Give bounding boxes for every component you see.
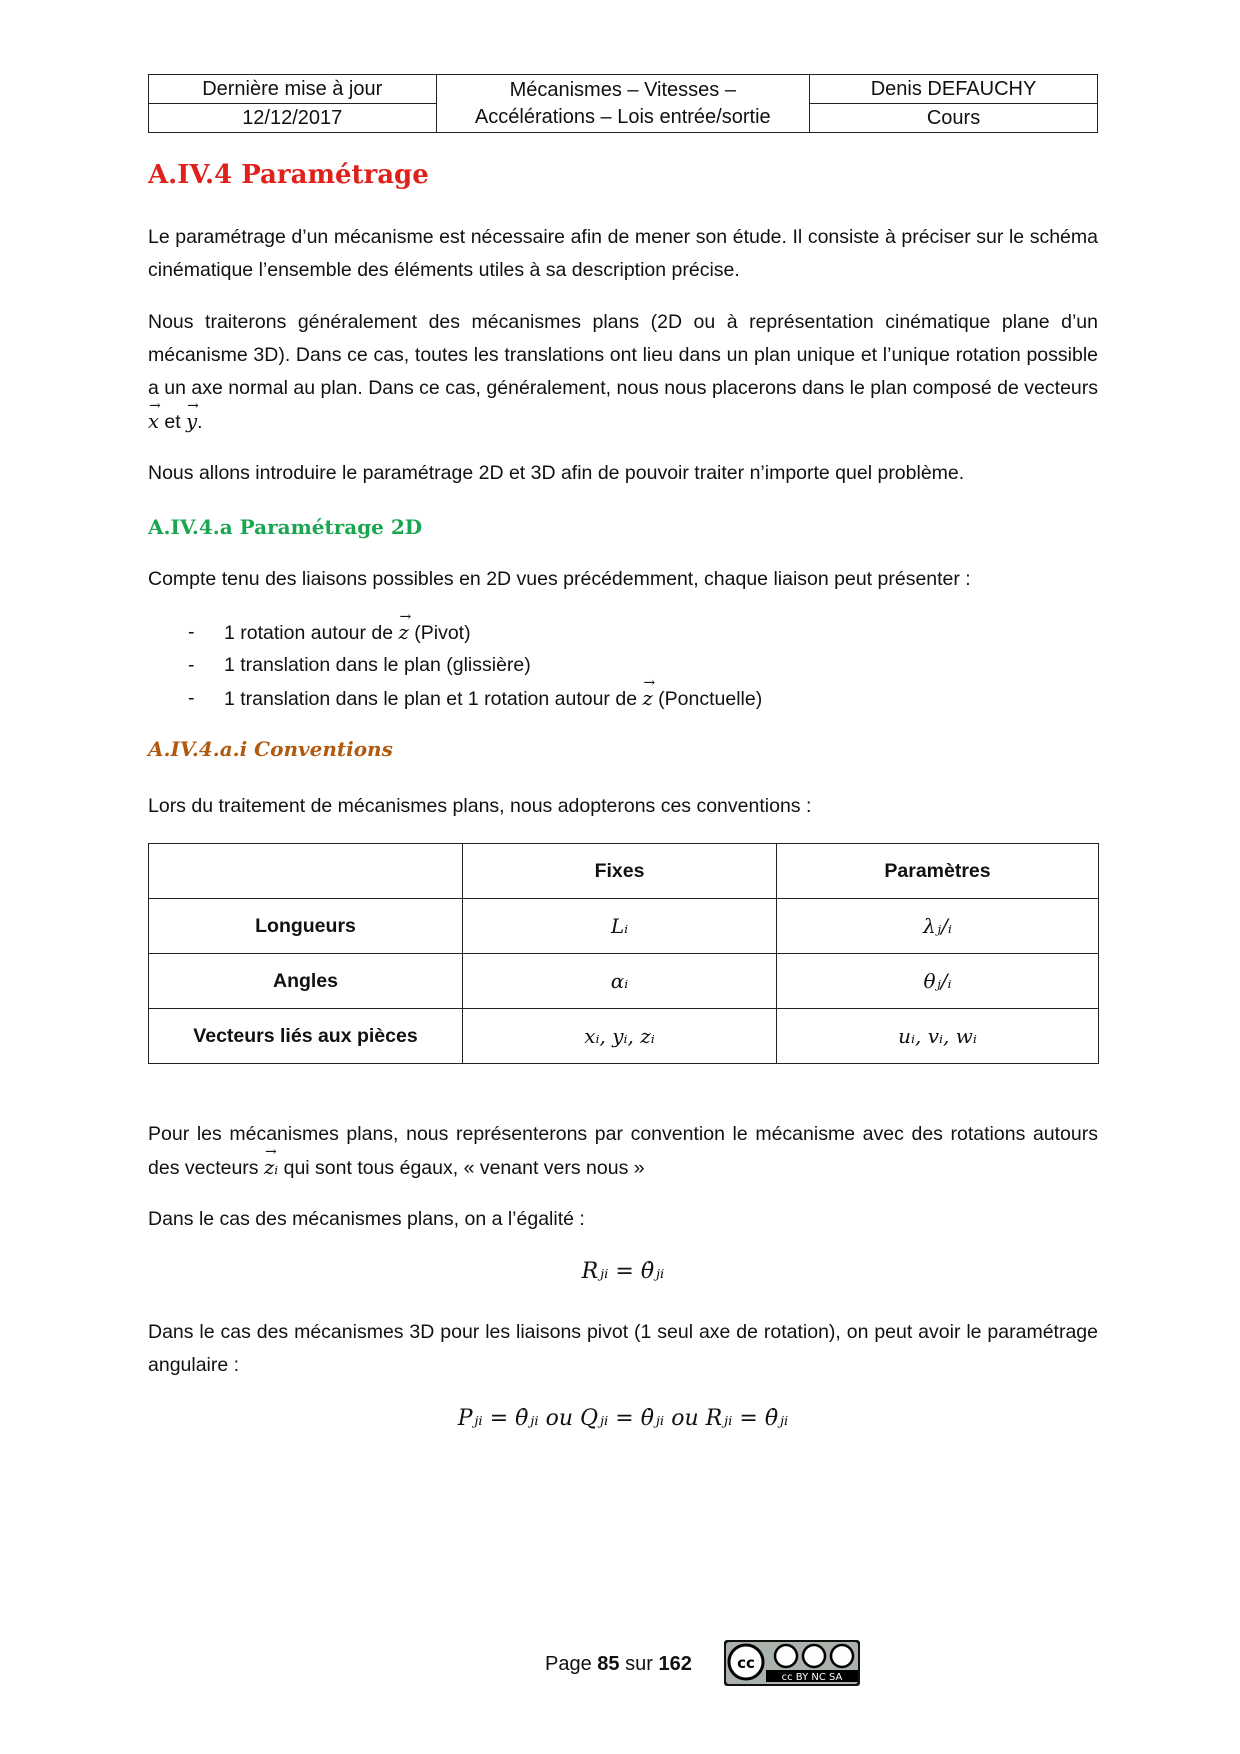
section-paragraph-2-text: Nous traiterons généralement des mécanismes plans (2D ou à représentation cinématique plane d’un mécanisme 3D). Dans ce cas, toutes les translations ont lieu dans un plan unique et l’unique rotation possible a un axe normal au plan. Dans ce cas, généralement, nous nous placerons dans le plan composé de vecteurs <box>148 311 1098 399</box>
header-author: Denis DEFAUCHY <box>810 75 1098 104</box>
conventions-paragraph-1: Pour les mécanismes plans, nous représenterons par convention le mécanisme avec des rotations autours des vecteurs → zᵢ qui sont tous égaux, « venant vers nous » <box>148 1118 1098 1185</box>
table-row: Longueurs Lᵢ λⱼ/ᵢ <box>149 899 1099 954</box>
conventions-paragraph-2: Dans le cas des mécanismes plans, on a l’égalité : <box>148 1208 585 1230</box>
table-header-fixes: Fixes <box>463 844 777 899</box>
section-paragraph-1: Le paramétrage d’un mécanisme est nécessaire afin de mener son étude. Il consiste à préciser sur le schéma cinématique l’ensemble des éléments utiles à sa description précise. <box>148 226 1098 281</box>
and-word: et <box>164 411 181 433</box>
vector-zi: → zᵢ <box>264 1151 278 1184</box>
header-course-title: Mécanismes – Vitesses – Accélérations – Lois entrée/sortie <box>436 75 810 133</box>
creative-commons-license-badge <box>724 1640 860 1686</box>
cc-badge-icon <box>724 1640 860 1686</box>
subsection-intro: Compte tenu des liaisons possibles en 2D vues précédemment, chaque liaison peut présenter : <box>148 568 971 590</box>
vector-z: → z <box>399 616 409 649</box>
conventions-table <box>148 843 1099 1064</box>
liaison-list <box>148 616 1098 715</box>
header-update-label: Dernière mise à jour <box>149 75 437 104</box>
section-paragraph-2: Nous traiterons généralement des mécanismes plans (2D ou à représentation cinématique plane d’un mécanisme 3D). Dans ce cas, toutes les translations ont lieu dans un plan unique et l’unique rotation possible a un axe normal au plan. Dans ce cas, généralement, nous nous placerons dans le plan composé de vecteurs → x et → y. <box>148 306 1098 439</box>
vector-y: → y <box>186 405 197 438</box>
table-header-parametres: Paramètres <box>777 844 1099 899</box>
conventions-title: A.IV.4.a.i Conventions <box>148 737 393 761</box>
svg-text:cc: cc <box>737 1654 755 1672</box>
section-title: A.IV.4 Paramétrage <box>148 160 429 190</box>
table-row: Vecteurs liés aux pièces xᵢ, yᵢ, zᵢ uᵢ, vᵢ, wᵢ <box>149 1009 1099 1064</box>
list-item: - 1 translation dans le plan et 1 rotation autour de → z (Ponctuelle) <box>148 682 1098 715</box>
equation-planar: Rⱼᵢ = θ̇ⱼᵢ <box>581 1259 665 1284</box>
svg-text:cc BY NC SA: cc BY NC SA <box>781 1672 843 1683</box>
table-row: Angles αᵢ θⱼ/ᵢ <box>149 954 1099 1009</box>
table-header-empty <box>149 844 463 899</box>
vector-x: → x <box>148 405 159 438</box>
list-item: - 1 translation dans le plan (glissière) <box>188 654 531 676</box>
page-number: Page 85 sur 162 <box>545 1653 692 1675</box>
vector-z: → z <box>642 682 652 715</box>
header-date: 12/12/2017 <box>149 104 437 133</box>
conventions-paragraph-3: Dans le cas des mécanismes 3D pour les liaisons pivot (1 seul axe de rotation), on peut avoir le paramétrage angulaire : <box>148 1321 1098 1376</box>
list-item: - 1 rotation autour de → z (Pivot) <box>148 616 1098 649</box>
header-doc-type: Cours <box>810 104 1098 133</box>
conventions-intro: Lors du traitement de mécanismes plans, nous adopterons ces conventions : <box>148 795 812 817</box>
subsection-title: A.IV.4.a Paramétrage 2D <box>148 515 423 539</box>
table-header-row <box>149 844 1099 899</box>
header-table <box>148 74 1098 133</box>
equation-3d: Pⱼᵢ = θ̇ⱼᵢ ou Qⱼᵢ = θ̇ⱼᵢ ou Rⱼᵢ = θ̇ⱼᵢ <box>457 1406 789 1431</box>
section-paragraph-3: Nous allons introduire le paramétrage 2D et 3D afin de pouvoir traiter n’importe quel problème. <box>148 462 965 484</box>
